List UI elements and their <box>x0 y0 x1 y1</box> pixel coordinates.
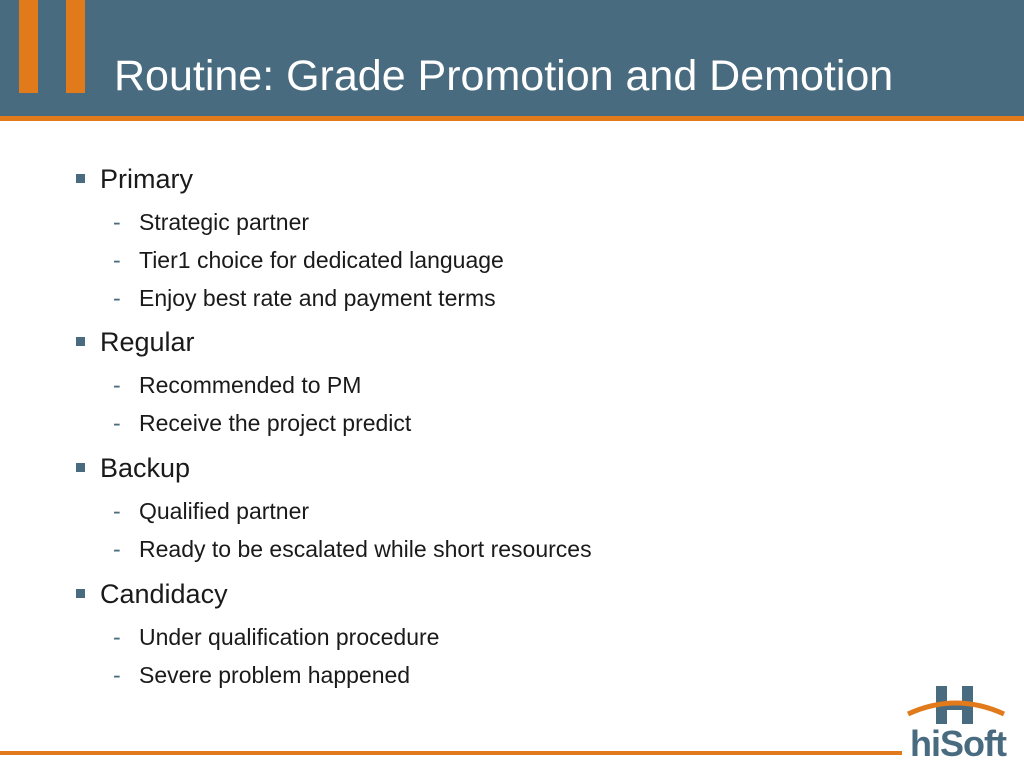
bullet-label: Backup <box>100 453 191 483</box>
sub-item-label: Severe problem happened <box>139 662 411 688</box>
bullet-primary <box>100 163 193 195</box>
slide-title: Routine: Grade Promotion and Demotion <box>114 52 894 100</box>
bullet-candidacy <box>100 578 228 610</box>
dash-icon: - <box>113 247 121 273</box>
sub-item <box>113 409 412 437</box>
header-underline <box>0 116 1024 121</box>
sub-item <box>113 208 310 236</box>
dash-icon: - <box>113 498 121 524</box>
bullet-backup <box>100 452 190 484</box>
bullet-label: Primary <box>100 164 193 194</box>
sub-item <box>113 246 504 274</box>
sub-item-label: Strategic partner <box>139 209 310 235</box>
bullet-label: Candidacy <box>100 579 228 609</box>
dash-icon: - <box>113 662 121 688</box>
dash-icon: - <box>113 209 121 235</box>
sub-item-label: Tier1 choice for dedicated language <box>139 247 504 273</box>
title-bar <box>0 0 1024 116</box>
sub-item-label: Qualified partner <box>139 498 310 524</box>
accent-bar-left <box>19 0 38 93</box>
bullet-label: Regular <box>100 327 195 357</box>
dash-icon: - <box>113 372 121 398</box>
square-bullet-icon <box>76 589 85 598</box>
sub-item <box>113 535 592 563</box>
bullet-regular <box>100 326 195 358</box>
square-bullet-icon <box>76 174 85 183</box>
sub-item <box>113 371 362 399</box>
footer-divider <box>0 751 902 755</box>
square-bullet-icon <box>76 463 85 472</box>
sub-item-label: Enjoy best rate and payment terms <box>139 285 496 311</box>
dash-icon: - <box>113 624 121 650</box>
sub-item-label: Receive the project predict <box>139 410 412 436</box>
square-bullet-icon <box>76 337 85 346</box>
sub-item-label: Ready to be escalated while short resources <box>139 536 592 562</box>
sub-item <box>113 284 496 312</box>
dash-icon: - <box>113 536 121 562</box>
logo-wordmark: hiSoft <box>910 723 1006 764</box>
dash-icon: - <box>113 285 121 311</box>
dash-icon: - <box>113 410 121 436</box>
sub-item <box>113 661 411 689</box>
sub-item <box>113 623 440 651</box>
accent-bar-right <box>66 0 85 93</box>
sub-item-label: Recommended to PM <box>139 372 362 398</box>
sub-item <box>113 497 310 525</box>
sub-item-label: Under qualification procedure <box>139 624 440 650</box>
